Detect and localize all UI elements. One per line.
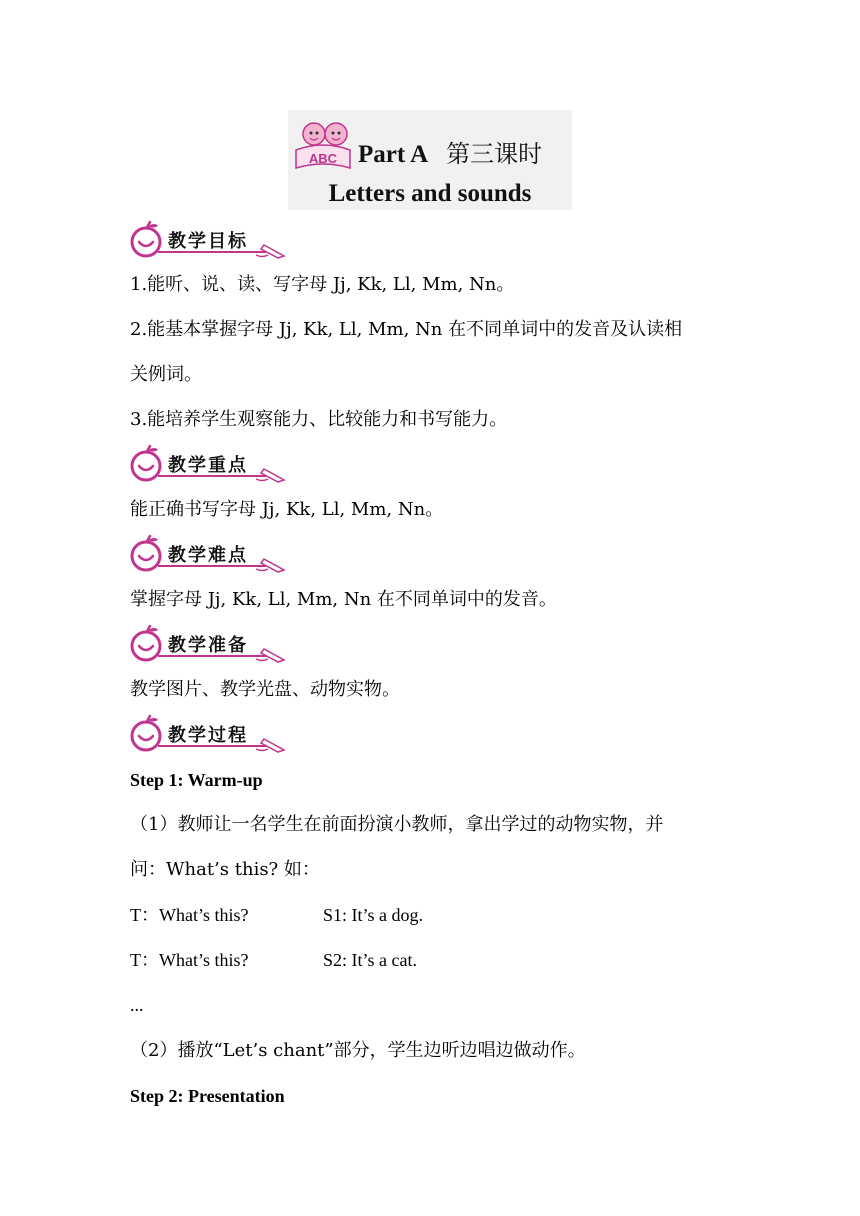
goal-line-3: 3.能培养学生观察能力、比较能力和书写能力。 bbox=[130, 409, 508, 430]
ellipsis: ... bbox=[130, 995, 144, 1015]
prep-text: 教学图片、教学光盘、动物实物。 bbox=[130, 679, 400, 700]
section-title: 教学难点 bbox=[168, 545, 248, 566]
step1-line-3: （2）播放“Let’s chant”部分，学生边听边唱边做动作。 bbox=[130, 1040, 586, 1061]
section-title: 教学目标 bbox=[168, 231, 248, 252]
pen-underline-icon bbox=[128, 466, 288, 484]
section-title: 教学过程 bbox=[168, 725, 248, 746]
pen-underline-icon bbox=[128, 242, 288, 260]
goal-line-1: 1.能听、说、读、写字母 Jj, Kk, Ll, Mm, Nn。 bbox=[130, 274, 515, 295]
goal-line-2-cont: 关例词。 bbox=[130, 364, 202, 385]
pen-underline-icon bbox=[128, 556, 288, 574]
dialog-student-2: S2: It’s a cat. bbox=[323, 950, 417, 970]
pen-underline-icon bbox=[128, 646, 288, 664]
section-key-header bbox=[128, 444, 298, 484]
pen-underline-icon bbox=[128, 736, 288, 754]
dialog-teacher-2: T：What’s this? bbox=[130, 950, 249, 970]
section-difficult-header bbox=[128, 534, 298, 574]
part-label: Part A bbox=[358, 141, 429, 168]
dialog-teacher-1: T：What’s this? bbox=[130, 905, 249, 925]
lesson-title-line2: Letters and sounds bbox=[328, 180, 532, 207]
section-title: 教学准备 bbox=[168, 635, 248, 656]
lesson-title-line1 bbox=[358, 134, 542, 169]
section-prep-header bbox=[128, 624, 298, 664]
key-text: 能正确书写字母 Jj, Kk, Ll, Mm, Nn。 bbox=[130, 499, 444, 520]
section-title: 教学重点 bbox=[168, 455, 248, 476]
step1-line-1: （1）教师让一名学生在前面扮演小教师，拿出学过的动物实物，并 bbox=[130, 814, 664, 835]
difficult-text: 掌握字母 Jj, Kk, Ll, Mm, Nn 在不同单词中的发音。 bbox=[130, 589, 557, 610]
lesson-period: 第三课时 bbox=[446, 140, 543, 168]
section-goals-header bbox=[128, 220, 298, 260]
dialog-student-1: S1: It’s a dog. bbox=[323, 905, 424, 925]
section-process-header bbox=[128, 714, 298, 754]
lesson-banner bbox=[288, 110, 572, 210]
logo-text: ABC bbox=[308, 151, 338, 166]
step1-title: Step 1: Warm-up bbox=[130, 770, 263, 790]
step1-line-2: 问：What’s this? 如： bbox=[130, 859, 320, 880]
step2-title: Step 2: Presentation bbox=[130, 1086, 285, 1106]
abc-kids-logo-icon bbox=[292, 116, 354, 174]
goal-line-2: 2.能基本掌握字母 Jj, Kk, Ll, Mm, Nn 在不同单词中的发音及认读相 bbox=[130, 319, 683, 340]
